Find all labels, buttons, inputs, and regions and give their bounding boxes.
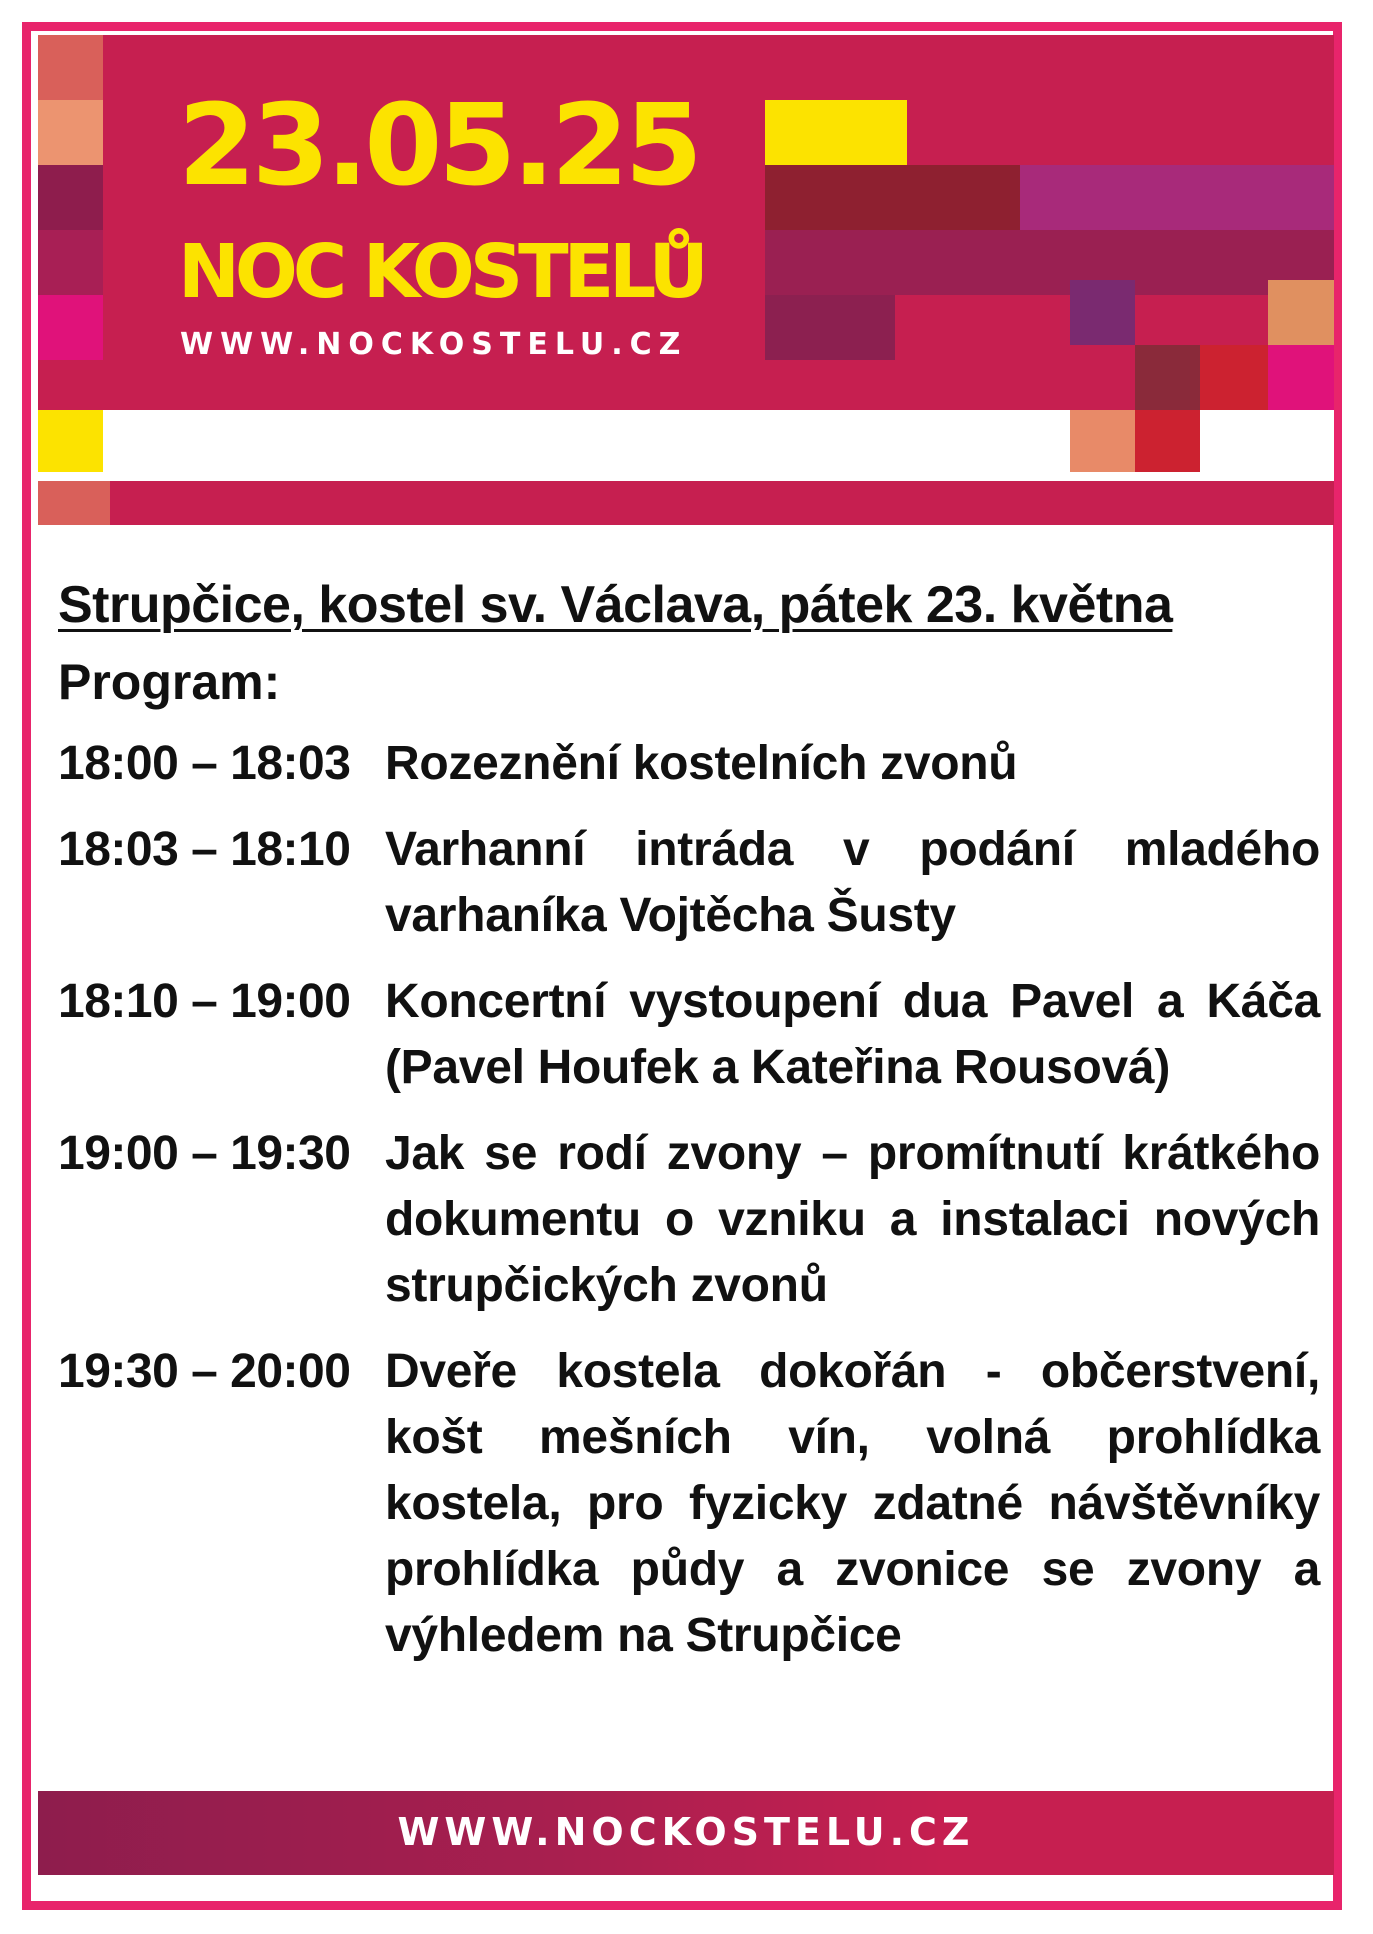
website-link-top[interactable]: WWW.NOCKOSTELU.CZ [180,327,688,362]
website-link-bottom[interactable]: WWW.NOCKOSTELU.CZ [397,1810,975,1854]
program-item [58,731,1320,797]
program-item [58,969,1320,1101]
decor-square [38,100,103,165]
decor-block [1135,345,1200,410]
decor-block [1020,165,1334,230]
program-item [58,1339,1320,1669]
decor-block [1135,410,1200,472]
program-time: 18:00 – 18:03 [58,737,351,790]
decor-square [38,410,103,472]
program-description: Rozeznění kostelních zvonů [385,737,1018,790]
decor-square [38,295,103,360]
decor-square [38,165,103,230]
program-section [58,575,1320,1669]
decor-block [1070,410,1135,472]
program-description: Dveře kostela dokořán - občerstvení, košt mešních vín, volná prohlídka kostela, pro fyzicky zdatné návštěvníky prohlídka půdy a zvonice se zvony a výhledem na Strupčice [385,1345,1320,1662]
decor-block [1268,280,1334,345]
decor-block [765,295,895,360]
decor-block [1268,345,1334,410]
program-item [58,817,1320,949]
event-date: 23.05.25 [178,81,699,211]
decor-square [38,35,103,100]
decor-block [1200,345,1268,410]
header-banner [38,35,1334,525]
program-label: Program: [58,654,281,710]
decor-block [1070,280,1135,345]
program-item [58,1121,1320,1319]
decor-square [38,481,110,525]
decor-band [38,472,1334,481]
program-time: 19:30 – 20:00 [58,1345,351,1398]
decor-block [765,230,1334,295]
program-time: 18:10 – 19:00 [58,975,351,1028]
program-time: 19:00 – 19:30 [58,1127,351,1180]
program-description: Jak se rodí zvony – promítnutí krátkého dokumentu o vzniku a instalaci nových strupčických zvonů [385,1127,1320,1312]
decor-block [765,165,1020,230]
program-description: Koncertní vystoupení dua Pavel a Káča (Pavel Houfek a Kateřina Rousová) [385,975,1320,1094]
event-name: NOC KOSTELŮ [178,229,704,315]
decor-square [38,230,103,295]
program-description: Varhanní intráda v podání mladého varhaníka Vojtěcha Šusty [385,823,1320,942]
decor-block [765,100,907,165]
footer-banner [38,1791,1334,1875]
page-title: Strupčice, kostel sv. Václava, pátek 23. května [58,576,1173,634]
program-time: 18:03 – 18:10 [58,823,351,876]
